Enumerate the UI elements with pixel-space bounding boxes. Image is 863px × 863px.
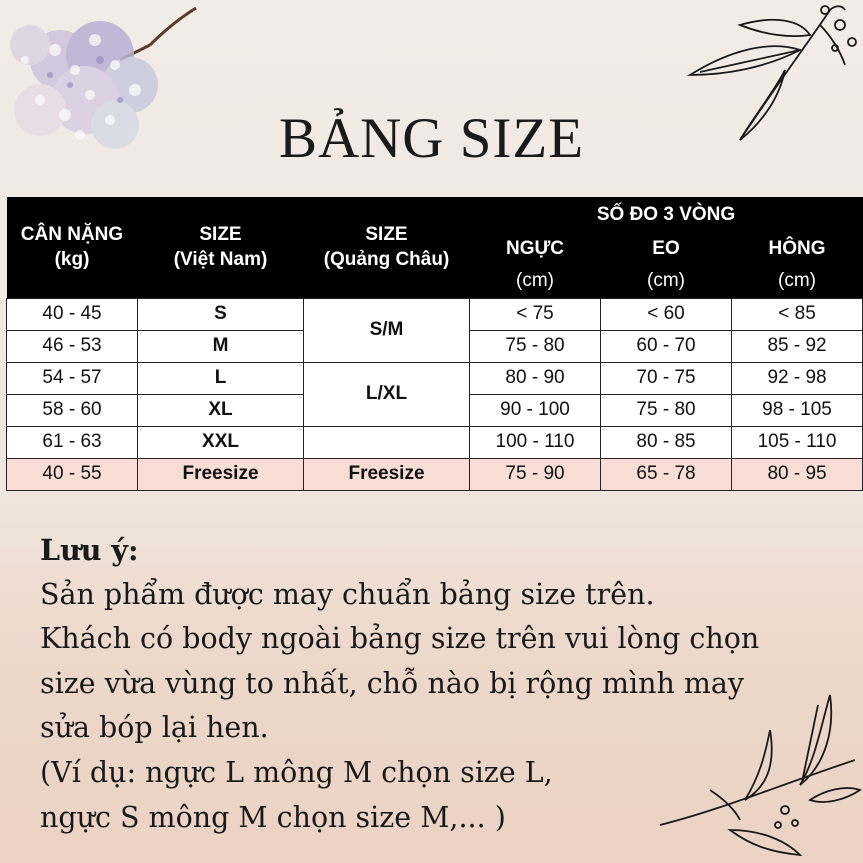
header-size-qc-sub: (Quảng Châu) — [323, 249, 450, 271]
chest-cell: < 75 — [470, 298, 601, 330]
waist-cell: 75 - 80 — [601, 394, 732, 426]
weight-cell: 58 - 60 — [7, 394, 138, 426]
table-row — [7, 362, 863, 394]
notes-line: (Ví dụ: ngực L mông M chọn size L, — [40, 755, 553, 789]
page-title: BẢNG SIZE — [278, 107, 585, 170]
size-vn-cell: XXL — [138, 426, 304, 458]
size-qc-cell: S/M — [304, 298, 470, 362]
header-weight-unit: (kg) — [54, 249, 90, 271]
weight-cell: 54 - 57 — [7, 362, 138, 394]
notes-label: Lưu ý: — [40, 533, 139, 567]
size-vn-cell: L — [138, 362, 304, 394]
header-chest-unit: (cm) — [470, 264, 601, 298]
waist-cell: 80 - 85 — [601, 426, 732, 458]
hip-cell: 80 - 95 — [732, 458, 863, 490]
size-qc-cell: L/XL — [304, 362, 470, 426]
header-waist-unit: (cm) — [601, 264, 732, 298]
header-size-vn-title: SIZE — [199, 223, 242, 245]
table-row — [7, 298, 863, 330]
header-waist: EO — [601, 233, 732, 264]
chest-cell: 80 - 90 — [470, 362, 601, 394]
weight-cell: 40 - 45 — [7, 298, 138, 330]
hip-cell: 85 - 92 — [732, 330, 863, 362]
header-weight-title: CÂN NẶNG — [20, 223, 124, 245]
weight-cell: 40 - 55 — [7, 458, 138, 490]
notes-line: ngực S mông M chọn size M,... ) — [40, 800, 506, 834]
weight-cell: 46 - 53 — [7, 330, 138, 362]
header-size-vn — [138, 197, 304, 298]
header-measurements: SỐ ĐO 3 VÒNG — [470, 197, 863, 233]
hip-cell: 105 - 110 — [732, 426, 863, 458]
table-row-freesize — [7, 458, 863, 490]
chest-cell: 75 - 90 — [470, 458, 601, 490]
size-qc-cell — [304, 426, 470, 458]
header-size-qc-title: SIZE — [365, 223, 408, 245]
header-hip-unit: (cm) — [732, 264, 863, 298]
size-vn-cell: Freesize — [138, 458, 304, 490]
header-size-vn-sub: (Việt Nam) — [173, 249, 268, 271]
waist-cell: 60 - 70 — [601, 330, 732, 362]
size-vn-cell: S — [138, 298, 304, 330]
notes-line: Sản phẩm được may chuẩn bảng size trên. — [40, 577, 655, 611]
table-row — [7, 426, 863, 458]
size-table — [6, 197, 863, 491]
hip-cell: 92 - 98 — [732, 362, 863, 394]
hip-cell: < 85 — [732, 298, 863, 330]
header-chest: NGỰC — [470, 233, 601, 264]
waist-cell: 65 - 78 — [601, 458, 732, 490]
notes-line: Khách có body ngoài bảng size trên vui lòng chọn — [40, 622, 760, 656]
waist-cell: < 60 — [601, 298, 732, 330]
notes-line: sửa bóp lại hen. — [40, 711, 269, 745]
size-vn-cell: XL — [138, 394, 304, 426]
notes-section — [40, 528, 850, 840]
chest-cell: 100 - 110 — [470, 426, 601, 458]
chest-cell: 90 - 100 — [470, 394, 601, 426]
header-size-qc — [304, 197, 470, 298]
header-hip: HÔNG — [732, 233, 863, 264]
hip-cell: 98 - 105 — [732, 394, 863, 426]
weight-cell: 61 - 63 — [7, 426, 138, 458]
header-weight — [7, 197, 138, 298]
waist-cell: 70 - 75 — [601, 362, 732, 394]
notes-line: size vừa vùng to nhất, chỗ nào bị rộng mình may — [40, 666, 744, 700]
chest-cell: 75 - 80 — [470, 330, 601, 362]
size-qc-cell: Freesize — [304, 458, 470, 490]
size-vn-cell: M — [138, 330, 304, 362]
